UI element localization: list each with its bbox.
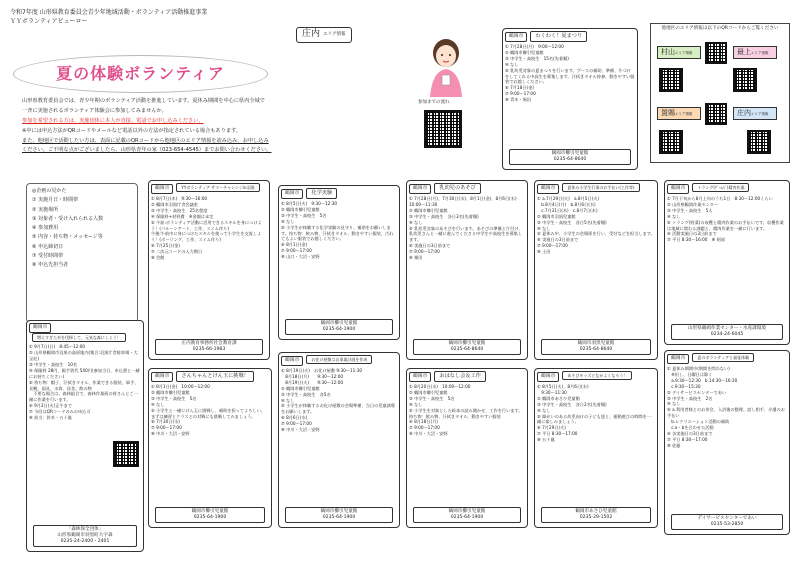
- intro-line: 参加を希望される方は、実施団体に本人が直接、電話でお申し込みください。: [22, 117, 204, 124]
- area-link-mogami[interactable]: 最上エリア情報: [733, 46, 777, 59]
- event-title: さんちゃんとけん玉に挑戦！: [176, 371, 253, 382]
- area-qr-panel: [650, 23, 790, 163]
- event-title: YYボランティア サマーチャレンジin羽黒: [176, 183, 259, 192]
- intro-line: また、他地区で活動したい方は、表面に記載のQRコードから他地区のエリア情報を読み込み、お申し込み: [22, 137, 269, 144]
- qr-murayama-2[interactable]: [659, 68, 683, 92]
- legend-item: ③ 対象者・受け入れられる人数: [32, 215, 104, 222]
- area-badge-name: 庄内: [302, 29, 321, 39]
- mascot-illustration: [420, 35, 472, 97]
- event-details: ① 8月7日(木) 9:30～16:00 ② 鶴岡市羽黒庁舎会議室 ③ 中学生・高校生 25名程度 ④ 保険料+材料費 ※金額は未定 ⑤ 午前:ボランティア活動に活用できるスキルを身につけよう！(バルーンアート、工作、スイム作り) 午後:午前中に身につけたスキルを使って小学生を交流しよう！(ボーリング、工作、スイム作り) ⑥ 7月25日(金) ⑦ 二次元コードの入力期日 ⑧ 会館: [151, 196, 262, 260]
- girl-icon: [420, 35, 472, 97]
- event-title: お化け屋敷は自事業計画を作成: [306, 355, 372, 364]
- event-details: ① 7月28日(月)、7月30日(水)、8月1日(金)、8月6日(水) 10:00～11:30 ② 鶴岡市櫛引児童館 ③ 中学生・高校生 各日3名(先着順) ④ なし ⑤ 乳幼児対象のあそびを行います。あそびの準備と片付け、乳幼児さんと一緒に遊んでくださる中学生や高校生を募集します。 ⑥ 実施日の3日前まで ⑦ 9:00～17:00 ⑧ 畑田: [409, 196, 523, 260]
- city-label: 鶴岡市: [409, 184, 431, 194]
- event-title: あそびキッズとなかよくなろう！: [562, 371, 632, 380]
- event-details: ① 夏休み期間中(期間を問わない) ※但し、日曜日は除く a.9:30～12:30 b.14:30～16:30 c.9:30～15:30 ② デイサービスセンターであい ③ 中学生・高校生 2名 ④ なし ⑤ a.利用者様とのお茶会、入浴後の整理、話し相手、介護のお手伝い b.レクリエーション活動の補助 c.a・bを合わせた活動 ⑥ 各実施日の3日前まで ⑦ 平日 8:30～17:00 ⑧ 佐藤: [667, 366, 785, 448]
- main-title: 夏の体験ボランティア: [56, 63, 225, 83]
- contact-box: 「森林保全団体」 山形県鶴岡市羽黒町大字森 0235-24-2400・2401: [33, 525, 137, 547]
- event-title: 増えすぎた木を伐採して、元気な森にしよう！: [32, 333, 126, 342]
- area-link-okitama[interactable]: 置賜エリア情報: [657, 107, 701, 120]
- intro-line: ※中には申込方法がQRコードやメールなど電話以外の方法が指定されている場合もあります。: [22, 127, 242, 134]
- intro-line: 一斉に実施されるボランティア体験会に参加してみませんか。: [22, 107, 167, 114]
- contact-box: デイサービスセンターであい 0235-53-2850: [671, 514, 783, 530]
- qr-okitama-2[interactable]: [659, 130, 683, 154]
- event-card-summer-challenge[interactable]: [148, 180, 270, 360]
- contact-box: 鶴岡市櫛引児童館 0235-64-1900: [285, 319, 393, 335]
- legend-item: ⑥ 申込締切日: [32, 243, 64, 250]
- event-card-asobi-kids[interactable]: [534, 368, 658, 528]
- flow-qr-code[interactable]: [424, 110, 462, 148]
- contact-box: 鶴岡市櫛引児童館 0235-64-8640: [413, 339, 521, 355]
- qr-okitama[interactable]: [705, 103, 727, 125]
- city-label: 鶴岡市: [667, 184, 689, 194]
- intro-text: [22, 97, 394, 156]
- area-panel-title: 他地区のエリア情報は以下のQRコードからご覧ください: [661, 26, 779, 31]
- contact-box: 鶴岡市櫛引児童館 0235-64-1900: [413, 507, 521, 523]
- event-title: わくわく！夏まつり: [530, 31, 587, 42]
- legend-item: ① 実施月日・時間帯: [32, 197, 79, 204]
- event-title: トラング(ｹﾞｰﾑﾊﾟ)精肉作業: [692, 183, 749, 192]
- qr-mogami[interactable]: [733, 68, 757, 92]
- event-card-haunted-house[interactable]: [278, 352, 400, 528]
- event-card-tranque[interactable]: [664, 180, 790, 345]
- city-label: 鶴岡市: [409, 372, 431, 382]
- city-label: 鶴岡市: [667, 354, 689, 364]
- contact-box: 鶴岡市櫛引児童館 0235-64-8640: [509, 149, 631, 165]
- event-title: 化学実験: [306, 188, 337, 199]
- event-details: ① 7月下旬から8月上旬のうち1日 8:30～12:00くらい ② 山形県鶴岡作業センター ③ 中学生・高校生 5人 ④ なし ⑤ トラング(野菜)の収穫と精肉作業のお手伝いです。収穫作業は地域に関わる課題と、精肉作業を一緒に行います。 ⑥ 活動実施日の3日前まで ⑦ 平日 8:30～16:00 ⑧ 阿部: [667, 196, 784, 243]
- event-details: ① 9月7日(日) 8:45～12:00 ② 山形県鶴岡市羽黒の高原地内(集合:羽黒庁舎駐車場・大宝荘) ③ 中学生・高校生 10名 ④ 保険料 28円、鋸手袋代 540円(参加当日、申込書と一緒にお持ちください) ⑤ 持ち物：帽子、汗拭きタオル、作業できる服装、軍手、長靴、雨具、水筒、昼食、飲み物 不要な場合は、森林組合で、森林作業班の皆さんとご一緒に作業を行います。 ⑥ 9月2日(火)正午まで ⑦ 今回はQRコードのみの申込可 ⑧ 担当：鈴木・五十嵐: [29, 344, 140, 420]
- event-title: おはなし会＆工作: [434, 371, 486, 382]
- city-label: 鶴岡市: [537, 372, 559, 382]
- event-title: 乳幼児のあそび: [434, 183, 480, 194]
- area-badge: [296, 27, 352, 43]
- legend-box: [26, 183, 138, 323]
- event-details: ① 8月5日(火) 9:30～12:30 ② 鶴岡市櫛引児童館 ③ 中学生・高校生 5名 ④ なし ⑤ 小学生が体験する化学実験の見守り、補助をお願いします。持ち物：飲み物、汗拭きタオル、動きやすい服装、汚れてもよい服装でお越しください。 ⑥ 8月1日(金) ⑦ 9:00～17:00 ⑧ 山口・大沼・安野: [281, 201, 394, 260]
- event-card-natsumatsuri[interactable]: [502, 28, 638, 170]
- event-details: ① 8月20日(水) 10:00～12:00 ② 鶴岡市櫛引児童館 ③ 中学生・高校生 5名 ④ なし ⑤ 小学生を対象とした絵本の読み聞かせ、工作を行います。 持ち物：飲み物、汗拭きタオル、動きやすい服装 ⑥ 8月18日(月) ⑦ 9:00～17:00 ⑧ 中川・大沼・安野: [409, 384, 523, 437]
- city-label: 鶴岡市: [151, 184, 173, 194]
- event-card-chemistry[interactable]: [278, 185, 400, 340]
- mascot-caption: 参加までの流れ: [418, 100, 450, 105]
- legend-item: ② 実施場所: [32, 206, 59, 213]
- city-label: 鶴岡市: [505, 32, 527, 42]
- legend-item: ⑧ 申込先担当者: [32, 262, 69, 268]
- contact-box: 山形県鶴岡作業センター・水産課環境 0234-24-6045: [671, 324, 783, 340]
- header: [10, 8, 207, 26]
- intro-line: 山形県教育委員会では、青少年期のボランティア活動を推進しています。夏休み期間を中心に県内全域で: [22, 98, 265, 104]
- event-details: ① 8月5日(火)、8月6日(水) 9:30～11:30 ② 鶴岡市あさひ児童館 ③ 中学生・高校生 各日2名(先着順) ④ なし ⑤ 障がいのある幼児向けの子ども達と、運動遊びの時間を一緒に楽しみましょう。 ⑥ 7月29日(火) ⑦ 平日 8:30～17:00 ⑧ 五十嵐: [537, 384, 651, 443]
- city-label: 鶴岡市: [29, 323, 51, 333]
- event-details: ① 8月1日(金) 10:00～12:00 ② 鶴岡市櫛引児童館 ③ 中学生・高校生 5名 ④ なし ⑤ 小学生と一緒にけん玉に挑戦し、補助を担ってよろしい。まずは練習とクラスとの対戦にも挑戦してみましょう。 ⑥ 7月30日(水) ⑦ 9:00～17:00 ⑧ 中川・大沼・安野: [151, 384, 265, 437]
- event-card-storytime[interactable]: [406, 368, 528, 528]
- area-badge-tag: エリア情報: [323, 31, 346, 37]
- event-details: ① a.7月29日(火) a.8月5日(火) b.8月4日(月) b.8月6日(水) c.7月31日(木) c.8月7日(木) ② 鶴岡市羽黒児童館 ③ 中学生・高校生 各日5名(先着順) ④ なし ⑤ 夏休み中、小学生の会場係を行い、受付などを担当します。 ⑥ 実施日の3日前まで ⑦ 9:00～17:00 ⑧ 土田: [537, 196, 655, 255]
- city-label: 鶴岡市: [281, 189, 303, 199]
- qr-murayama[interactable]: [705, 42, 727, 64]
- qr-shonai[interactable]: [747, 130, 771, 154]
- city-label: 鶴岡市: [281, 356, 303, 366]
- event-card-forest[interactable]: [26, 320, 144, 552]
- intro-line: ください。ご不明な点がございましたら、山形県青年の家（023-654-4545）までお問い合わせください。: [22, 147, 272, 154]
- legend-item: ④ 参加費用: [32, 225, 59, 231]
- event-details: ① 7月28日(月) 9:00～12:00 ② 鶴岡市櫛引児童館 ③ 中学生・高校生 15名(先着順) ④ なし ⑤ 乳幼児対象の夏まつりを行います。ブースの補助、準備、片づけをしてくれる中高生を募集します。汗拭きタオル持参、動きやすい服装でお越しください。 ⑥ 7月18日(金) ⑦ 9:00～17:00 ⑧ 青木・堀田: [505, 44, 635, 103]
- event-card-summer-crafts[interactable]: [534, 180, 658, 360]
- city-label: 鶴岡市: [151, 372, 173, 382]
- event-title: 夏のボランティアと福祉体験: [692, 353, 754, 362]
- legend-title: ◎企画の見かた: [32, 188, 67, 194]
- event-card-infant-play[interactable]: [406, 180, 528, 360]
- contact-box: 鶴岡市櫛引児童館 0235-64-1900: [155, 507, 265, 523]
- forest-qr-code[interactable]: [113, 441, 139, 467]
- header-line2: ＹＹボランティアビューロー: [10, 18, 88, 25]
- event-card-welfare[interactable]: [664, 350, 790, 535]
- legend-item: ⑦ 受付時間帯: [32, 252, 64, 259]
- city-label: 鶴岡市: [537, 184, 559, 194]
- event-card-kendama[interactable]: [148, 368, 272, 528]
- contact-box: 庄内教育事務所社会教育課 0235-66-1983: [155, 339, 263, 355]
- contact-box: 鶴岡市櫛引児童館 0235-64-1900: [285, 507, 393, 523]
- contact-box: 鶴岡市羽黒児童館 0235-64-8640: [541, 339, 651, 355]
- area-link-murayama[interactable]: 村山エリア情報: [657, 46, 701, 59]
- legend-item: ⑤ 内容・持ち物・メッセージ等: [32, 234, 103, 241]
- header-line1: 令和7年度 山形県教育委員会青少年地域活動・ボランティア活動推進事業: [10, 9, 208, 16]
- area-link-shonai[interactable]: 庄内エリア情報: [733, 107, 777, 120]
- event-details: ① 8月19日(火) お化け屋敷 9:30～11:30 8月18日(月) 9:30～12:00 8月19日(火) 9:30～12:00 ② 鶴岡市櫛引児童館 ③ 中学生・高校生 各5名 ④ なし ⑤ 小学生が体験するお化け屋敷の会場準備、当日の児童誘導をお願いします。 ⑥ 8月6日(水) ⑦ 9:00～17:00 ⑧ 中川・大沼・安野: [281, 368, 395, 432]
- contact-box: 鶴岡市あさひ児童館 0235-29-1502: [541, 507, 651, 523]
- title-cloud: [13, 55, 268, 93]
- event-title: 夏休み小学生行事のお手伝い(工作等): [562, 183, 639, 192]
